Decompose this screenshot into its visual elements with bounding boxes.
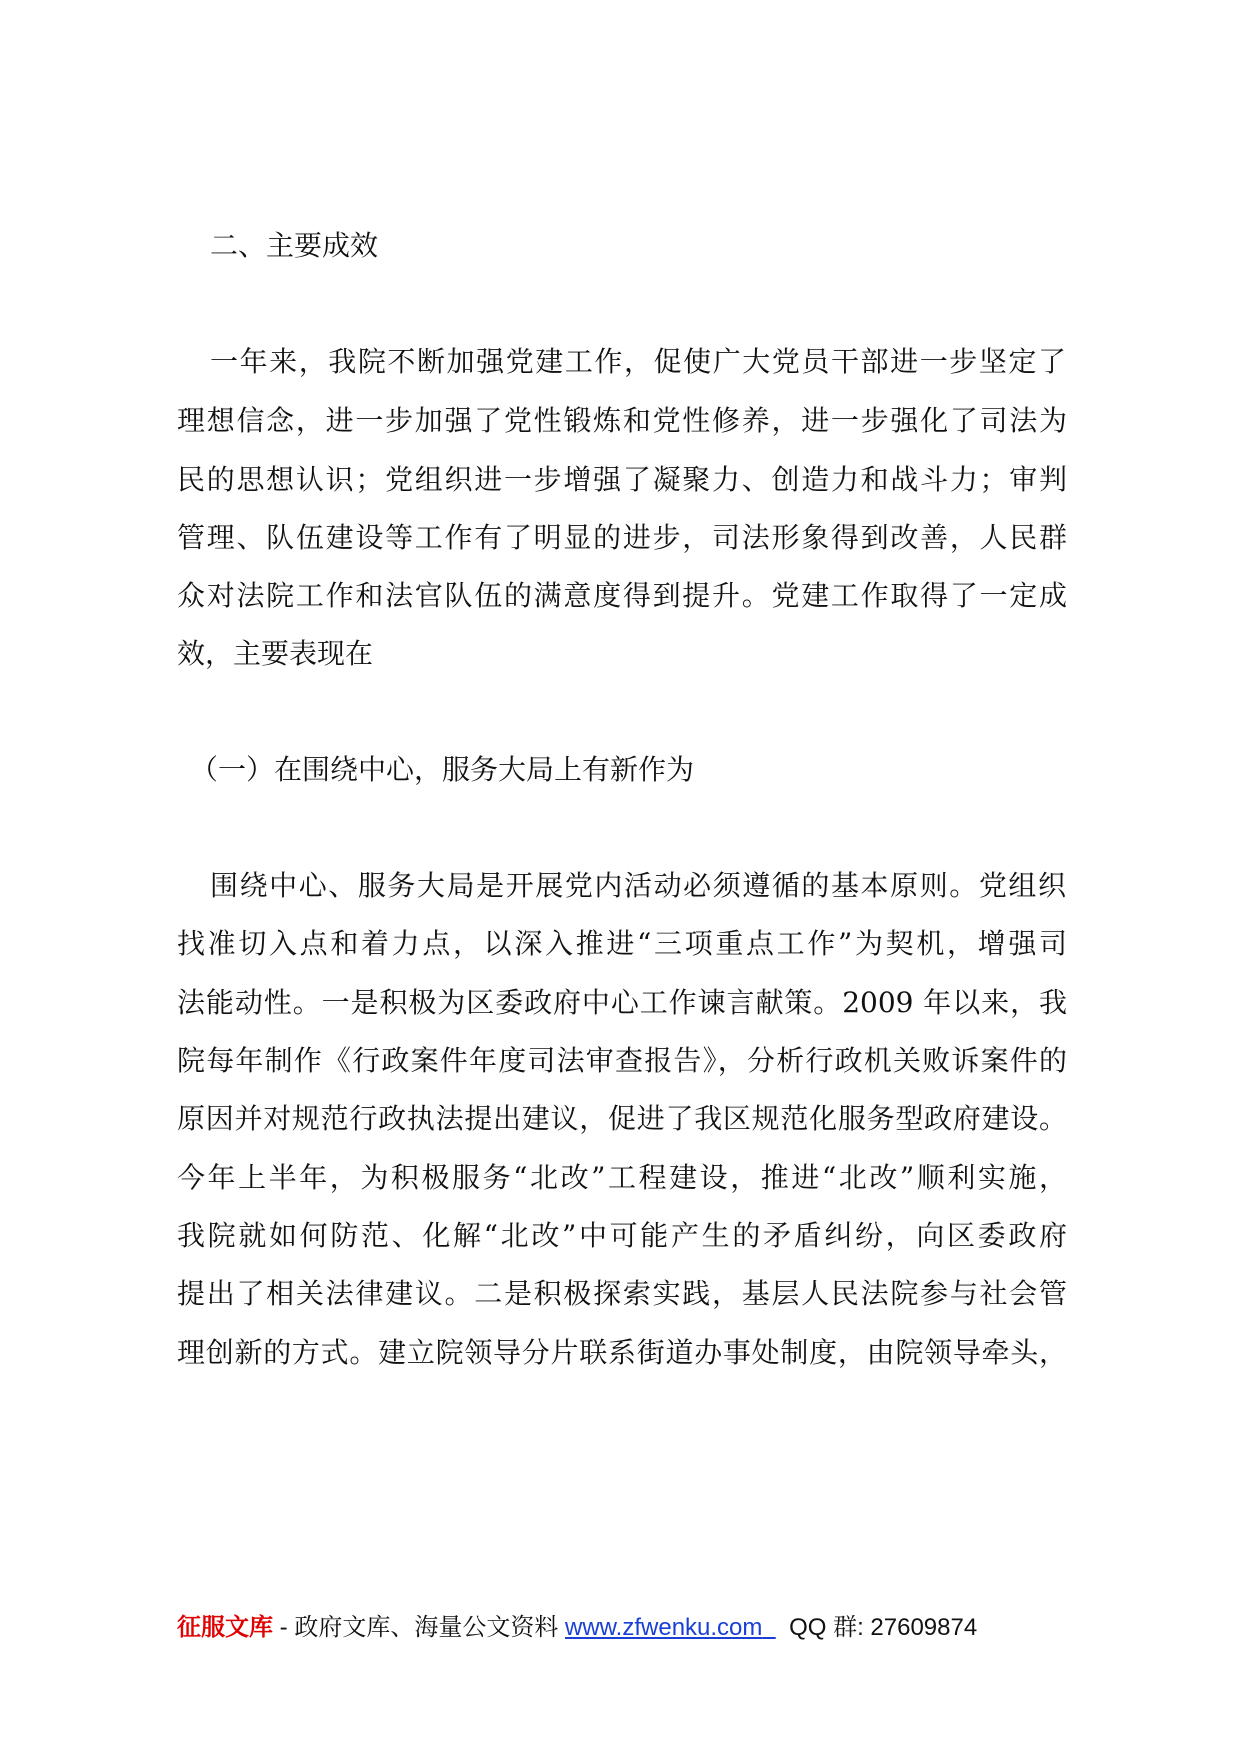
paragraph-line: 民的思想认识；党组织进一步增强了凝聚力、创造力和战斗力；审判 [177,463,1067,496]
footer-link-spacer [762,1614,775,1641]
paragraph-line: 原因并对规范行政执法提出建议，促进了我区规范化服务型政府建设。 [177,1102,1067,1135]
paragraph-line: 提出了相关法律建议。二是积极探索实践，基层人民法院参与社会管 [177,1277,1067,1310]
paragraph-line: 众对法院工作和法官队伍的满意度得到提升。党建工作取得了一定成 [177,579,1067,612]
footer-brand: 征服文库 [177,1614,273,1641]
paragraph-line: 理想信念，进一步加强了党性锻炼和党性修养，进一步强化了司法为 [177,404,1067,437]
paragraph-line: 找准切入点和着力点，以深入推进“三项重点工作”为契机，增强司 [177,927,1067,960]
paragraph-line: 今年上半年，为积极服务“北改”工程建设，推进“北改”顺利实施， [177,1161,1067,1194]
paragraph-line: 法能动性。一是积极为区委政府中心工作谏言献策。2009 年以来，我 [177,986,1067,1019]
paragraph-line: 一年来，我院不断加强党建工作，促使广大党员干部进一步坚定了 [210,345,1066,378]
footer-qq-group: QQ 群: 27609874 [789,1614,978,1641]
paragraph-line: 院每年制作《行政案件年度司法审查报告》，分析行政机关败诉案件的 [177,1044,1067,1077]
paragraph-line: 我院就如何防范、化解“北改”中可能产生的矛盾纠纷，向区委政府 [177,1219,1067,1252]
subsection-heading: （一）在围绕中心，服务大局上有新作为 [190,753,695,786]
footer-separator: - [273,1614,295,1641]
footer-description: 政府文库、海量公文资料 [294,1614,565,1641]
footer-banner [177,1610,1077,1650]
paragraph-line: 效，主要表现在 [177,637,374,670]
paragraph-line: 围绕中心、服务大局是开展党内活动必须遵循的基本原则。党组织 [210,869,1066,902]
footer-website-link[interactable]: www.zfwenku.com [565,1614,763,1641]
paragraph-line: 管理、队伍建设等工作有了明显的进步，司法形象得到改善，人民群 [177,521,1067,554]
section-heading: 二、主要成效 [210,229,379,262]
paragraph-line: 理创新的方式。建立院领导分片联系街道办事处制度，由院领导牵头， [177,1336,1067,1369]
